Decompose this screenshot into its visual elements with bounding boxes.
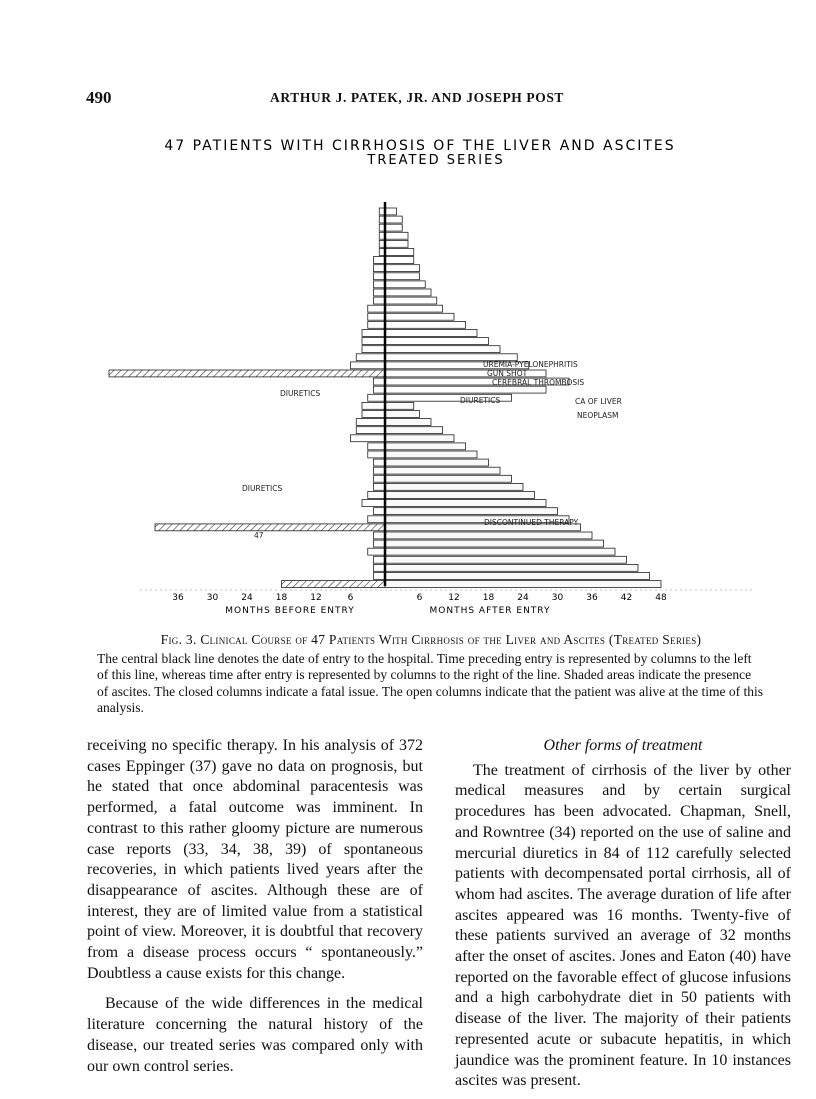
bar-before-34 bbox=[374, 475, 386, 482]
bar-after-33 bbox=[385, 467, 500, 474]
bar-after-30 bbox=[385, 443, 466, 450]
tick-after-30: 30 bbox=[551, 593, 564, 603]
section-heading: Other forms of treatment bbox=[543, 737, 703, 754]
bar-before-9 bbox=[374, 273, 386, 280]
bar-before-36 bbox=[368, 492, 385, 499]
bar-before-35 bbox=[374, 483, 386, 490]
annotation-uremia: UREMIA-PYELONEPHRITIS bbox=[483, 360, 578, 369]
bar-after-8 bbox=[385, 265, 420, 272]
bar-before-44 bbox=[374, 556, 386, 563]
bar-before-12 bbox=[374, 297, 386, 304]
tick-before-12: 12 bbox=[310, 593, 322, 603]
bar-after-46 bbox=[385, 573, 650, 580]
bar-before-33 bbox=[374, 467, 386, 474]
left-paragraph-2: Because of the wide differences in the medical literature concerning the natural history of the disease, our treated series was compared only with our own control series. bbox=[87, 995, 423, 1075]
bar-before-31 bbox=[368, 451, 385, 458]
bar-before-27 bbox=[356, 419, 385, 426]
tick-after-42: 42 bbox=[620, 593, 633, 603]
bar-before-10 bbox=[374, 281, 386, 288]
bar-after-45 bbox=[385, 564, 638, 571]
bar-before-39 bbox=[368, 516, 385, 523]
bar-after-18 bbox=[385, 346, 500, 353]
bar-before-38 bbox=[374, 508, 386, 515]
bar-before-15 bbox=[368, 321, 385, 328]
bar-before-25 bbox=[362, 402, 385, 409]
bar-after-14 bbox=[385, 313, 454, 320]
caption-body: The central black line denotes the date of entry to the hospital. Time preceding entry is represented by columns to the left of this line, whereas time after entry is represented by columns to the right of the line. Shaded areas indicate the presence of ascites. The closed columns indicate a fatal issue. The open columns indicate that the patient was alive at the time of this analysis. bbox=[97, 650, 764, 715]
bar-after-17 bbox=[385, 338, 489, 345]
right-paragraph-1: The treatment of cirrhosis of the liver by other medical measures and by certain surgical procedures has been advocated. Chapman, Snell, and Rowntree (34) reported on the use of saline and mercurial diuretics in 84 of 112 carefully selected patients with decompensated portal cirrhosis, all of whom had ascites. The average duration of life after ascites appeared was 16 months. Twenty-five of these patients survived an average of 32 months after the onset of ascites. Jones and Eaton (40) have reported on the favorable effect of glucose infusions and a high carbohydrate diet in 50 patients with disease of the liver. The majority of their patients represented acute or subacute hepatitis, in which jaundice was the prominent feature. In 10 instances ascites was present. bbox=[455, 761, 791, 1090]
bar-before-28 bbox=[356, 427, 385, 434]
row-label-47: 47 bbox=[254, 531, 264, 540]
tick-before-6: 6 bbox=[347, 593, 354, 603]
tick-after-48: 48 bbox=[655, 593, 667, 603]
bar-after-34 bbox=[385, 475, 512, 482]
bar-before-19 bbox=[356, 354, 385, 361]
bar-before-16 bbox=[362, 330, 385, 337]
bar-after-32 bbox=[385, 459, 489, 466]
bar-after-26 bbox=[385, 411, 420, 418]
bar-before-21 bbox=[109, 370, 385, 377]
running-head: ARTHUR J. PATEK, JR. AND JOSEPH POST bbox=[270, 90, 565, 105]
bar-after-41 bbox=[385, 532, 592, 539]
bar-after-1 bbox=[385, 208, 397, 215]
annotation-gun-shot: GUN SHOT bbox=[487, 369, 528, 378]
bar-before-23 bbox=[374, 386, 386, 393]
bar-before-37 bbox=[362, 500, 385, 507]
page-number: 490 bbox=[86, 88, 112, 107]
tick-after-6: 6 bbox=[416, 593, 423, 603]
tick-after-12: 12 bbox=[448, 593, 460, 603]
bar-before-47 bbox=[282, 581, 386, 588]
figure bbox=[80, 128, 760, 628]
bar-after-44 bbox=[385, 556, 627, 563]
bar-before-14 bbox=[368, 313, 385, 320]
bar-before-30 bbox=[368, 443, 385, 450]
tick-before-30: 30 bbox=[206, 593, 219, 603]
annotation-neoplasm: NEOPLASM bbox=[577, 411, 619, 420]
bar-after-13 bbox=[385, 305, 443, 312]
bar-after-43 bbox=[385, 548, 615, 555]
bar-after-47 bbox=[385, 581, 661, 588]
bar-before-22 bbox=[374, 378, 386, 385]
bar-after-29 bbox=[385, 435, 454, 442]
bar-after-7 bbox=[385, 257, 414, 264]
bar-after-11 bbox=[385, 289, 431, 296]
bar-before-42 bbox=[374, 540, 386, 547]
x-label-before: MONTHS BEFORE ENTRY bbox=[225, 606, 355, 616]
bar-before-13 bbox=[368, 305, 385, 312]
bar-after-16 bbox=[385, 330, 477, 337]
bar-after-42 bbox=[385, 540, 604, 547]
tick-before-18: 18 bbox=[275, 593, 288, 603]
bar-after-12 bbox=[385, 297, 437, 304]
bar-after-31 bbox=[385, 451, 477, 458]
bar-before-11 bbox=[374, 289, 386, 296]
bar-after-23 bbox=[385, 386, 546, 393]
bar-before-46 bbox=[374, 573, 386, 580]
annotation-diuretics-3: DIURETICS bbox=[242, 484, 283, 493]
caption-title: Fig. 3. Clinical Course of 47 Patients With Cirrhosis of the Liver and Ascites (Treated Series) bbox=[160, 632, 702, 647]
bar-before-7 bbox=[374, 257, 386, 264]
bar-after-35 bbox=[385, 483, 523, 490]
bar-after-2 bbox=[385, 216, 402, 223]
bar-before-8 bbox=[374, 265, 386, 272]
left-column bbox=[87, 736, 423, 1077]
bar-after-28 bbox=[385, 427, 443, 434]
bar-after-4 bbox=[385, 232, 408, 239]
bar-before-20 bbox=[351, 362, 386, 369]
bar-before-24 bbox=[368, 394, 385, 401]
figure-title-line1: 47 PATIENTS WITH CIRRHOSIS OF THE LIVER AND ASCITES bbox=[164, 138, 676, 154]
figure-title-line2: TREATED SERIES bbox=[367, 153, 505, 168]
tick-before-36: 36 bbox=[172, 593, 184, 603]
bar-before-41 bbox=[374, 532, 386, 539]
right-column bbox=[455, 736, 791, 1092]
bar-before-26 bbox=[362, 411, 385, 418]
bar-before-29 bbox=[351, 435, 386, 442]
bar-after-27 bbox=[385, 419, 431, 426]
bar-after-38 bbox=[385, 508, 558, 515]
left-paragraph-1: receiving no specific therapy. In his analysis of 372 cases Eppinger (37) gave no data on prognosis, but he stated that once abdominal paracentesis was performed, a fatal outcome was imminent. In contrast to this rather gloomy picture are numerous case reports (33, 34, 38, 39) of spontaneous recoveries, in which patients lived years after the disappearance of ascites. Although these are of interest, they are of limited value from a statistical point of view. Moreover, it is doubtful that recovery from a disease process occurs “ spontaneously.” Doubtless a cause exists for this change. bbox=[87, 737, 423, 982]
annotation-cerebral: CEREBRAL THROMBOSIS bbox=[492, 378, 585, 387]
bar-after-37 bbox=[385, 500, 546, 507]
annotation-discontinued: DISCONTINUED THERAPY bbox=[484, 518, 579, 527]
tick-after-18: 18 bbox=[482, 593, 495, 603]
axis-ticks bbox=[140, 590, 752, 603]
bar-before-32 bbox=[374, 459, 386, 466]
bar-after-15 bbox=[385, 321, 466, 328]
bar-after-6 bbox=[385, 249, 414, 256]
bar-before-45 bbox=[374, 564, 386, 571]
clinical-course-chart bbox=[80, 128, 760, 628]
bar-after-25 bbox=[385, 402, 414, 409]
tick-after-24: 24 bbox=[517, 593, 529, 603]
bar-after-3 bbox=[385, 224, 402, 231]
bar-before-17 bbox=[362, 338, 385, 345]
annotation-diuretics-2: DIURETICS bbox=[460, 396, 501, 405]
x-label-after: MONTHS AFTER ENTRY bbox=[429, 606, 551, 616]
tick-after-36: 36 bbox=[586, 593, 598, 603]
tick-before-24: 24 bbox=[241, 593, 253, 603]
bar-after-10 bbox=[385, 281, 425, 288]
annotation-diuretics-1: DIURETICS bbox=[280, 389, 321, 398]
bar-before-40 bbox=[155, 524, 385, 531]
figure-caption bbox=[97, 632, 765, 717]
bar-before-18 bbox=[362, 346, 385, 353]
bar-after-9 bbox=[385, 273, 420, 280]
annotation-ca-liver: CA OF LIVER bbox=[575, 397, 622, 406]
bar-before-43 bbox=[368, 548, 385, 555]
bar-after-5 bbox=[385, 240, 408, 247]
bar-after-36 bbox=[385, 492, 535, 499]
